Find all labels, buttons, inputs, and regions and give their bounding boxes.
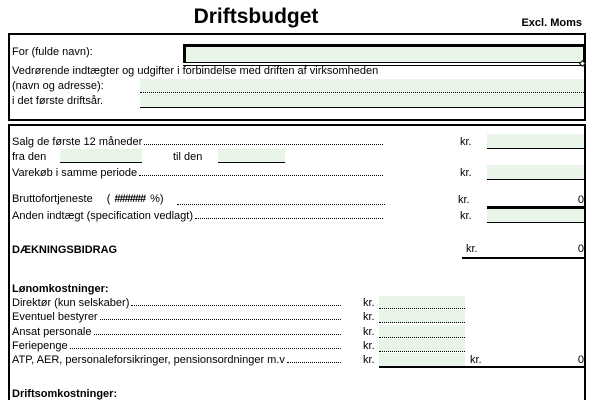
wage-total-value: 0 [577, 354, 584, 366]
sales-label: Salg de første 12 måneder [12, 136, 143, 148]
dot-leader [195, 218, 383, 219]
gross-profit-unit: kr. [458, 194, 470, 206]
name-address-label: (navn og adresse): [12, 80, 104, 92]
period-from-label: fra den [12, 151, 47, 163]
contribution-label: DÆKNINGSBIDRAG [12, 244, 118, 256]
purchases-unit: kr. [460, 167, 472, 179]
first-year-label: i det første driftsår. [12, 95, 104, 107]
wage-row-label: ATP, AER, personaleforsikringer, pensionsordninger m.v [12, 354, 285, 366]
director-amount-field[interactable] [379, 296, 465, 309]
wage-row-label: Ansat personale [12, 326, 92, 338]
dot-leader [100, 319, 341, 320]
other-income-row [12, 210, 385, 223]
wage-row-unit: kr. [363, 311, 375, 323]
wage-row-unit: kr. [363, 354, 375, 366]
dot-leader [139, 175, 383, 176]
contribution-unit: kr. [466, 243, 478, 255]
gross-profit-dotted-line [177, 193, 385, 205]
percent-close: %) [150, 193, 164, 205]
wage-row-label: Eventuel bestyrer [12, 311, 98, 323]
wage-row [12, 326, 343, 339]
wage-row [12, 311, 343, 324]
dot-leader [94, 334, 342, 335]
gross-profit-label: Bruttofortjeneste [12, 193, 93, 205]
wage-row [12, 340, 343, 353]
wage-section-heading: Lønomkostninger: [12, 283, 109, 295]
period-to-field[interactable] [218, 149, 285, 163]
page-title: Driftsbudget [193, 5, 319, 28]
wage-total-unit: kr. [470, 354, 482, 366]
full-name-input[interactable] [183, 44, 584, 63]
dot-leader [287, 362, 341, 363]
dot-leader [144, 144, 383, 145]
purchases-amount-field[interactable] [487, 165, 584, 180]
first-year-input[interactable] [140, 94, 584, 108]
name-address-input[interactable] [140, 79, 584, 93]
dot-leader [70, 348, 341, 349]
wage-row-unit: kr. [363, 340, 375, 352]
percent-overflow: ###### [114, 193, 146, 205]
budget-box [8, 124, 586, 400]
percent-open: ( [106, 193, 111, 205]
gross-profit-value: 0 [577, 194, 584, 206]
staff-amount-field[interactable] [379, 325, 465, 338]
sales-unit: kr. [460, 136, 472, 148]
wage-row [12, 297, 343, 310]
wage-row-label: Feriepenge [12, 340, 68, 352]
purchases-label: Varekøb i samme periode [12, 167, 138, 179]
wage-row [12, 354, 343, 367]
tax-note: Excl. Moms [521, 17, 582, 29]
wage-row-unit: kr. [363, 297, 375, 309]
regarding-text: Vedrørende indtægter og udgifter i forbindelse med driften af virksomheden [12, 65, 379, 77]
atp-amount-field[interactable] [379, 353, 465, 366]
period-to-label: til den [173, 151, 203, 163]
period-from-field[interactable] [60, 149, 142, 163]
contribution-total-line [462, 257, 584, 259]
sales-row [12, 136, 385, 149]
other-income-label: Anden indtægt (specification vedlagt) [12, 210, 193, 222]
sales-amount-field[interactable] [487, 134, 584, 149]
wage-row-label: Direktør (kun selskaber) [12, 297, 130, 309]
info-box [8, 33, 586, 121]
purchases-row [12, 167, 385, 180]
operating-section-heading: Driftsomkostninger: [12, 388, 118, 400]
other-income-unit: kr. [460, 210, 472, 222]
manager-amount-field[interactable] [379, 310, 465, 323]
dot-leader [131, 305, 341, 306]
full-name-label: For (fulde navn): [12, 46, 93, 58]
other-income-amount-field[interactable] [487, 209, 584, 223]
wage-row-unit: kr. [363, 326, 375, 338]
contribution-value: 0 [577, 243, 584, 255]
holiday-pay-amount-field[interactable] [379, 339, 465, 352]
wage-total-line [379, 366, 584, 368]
